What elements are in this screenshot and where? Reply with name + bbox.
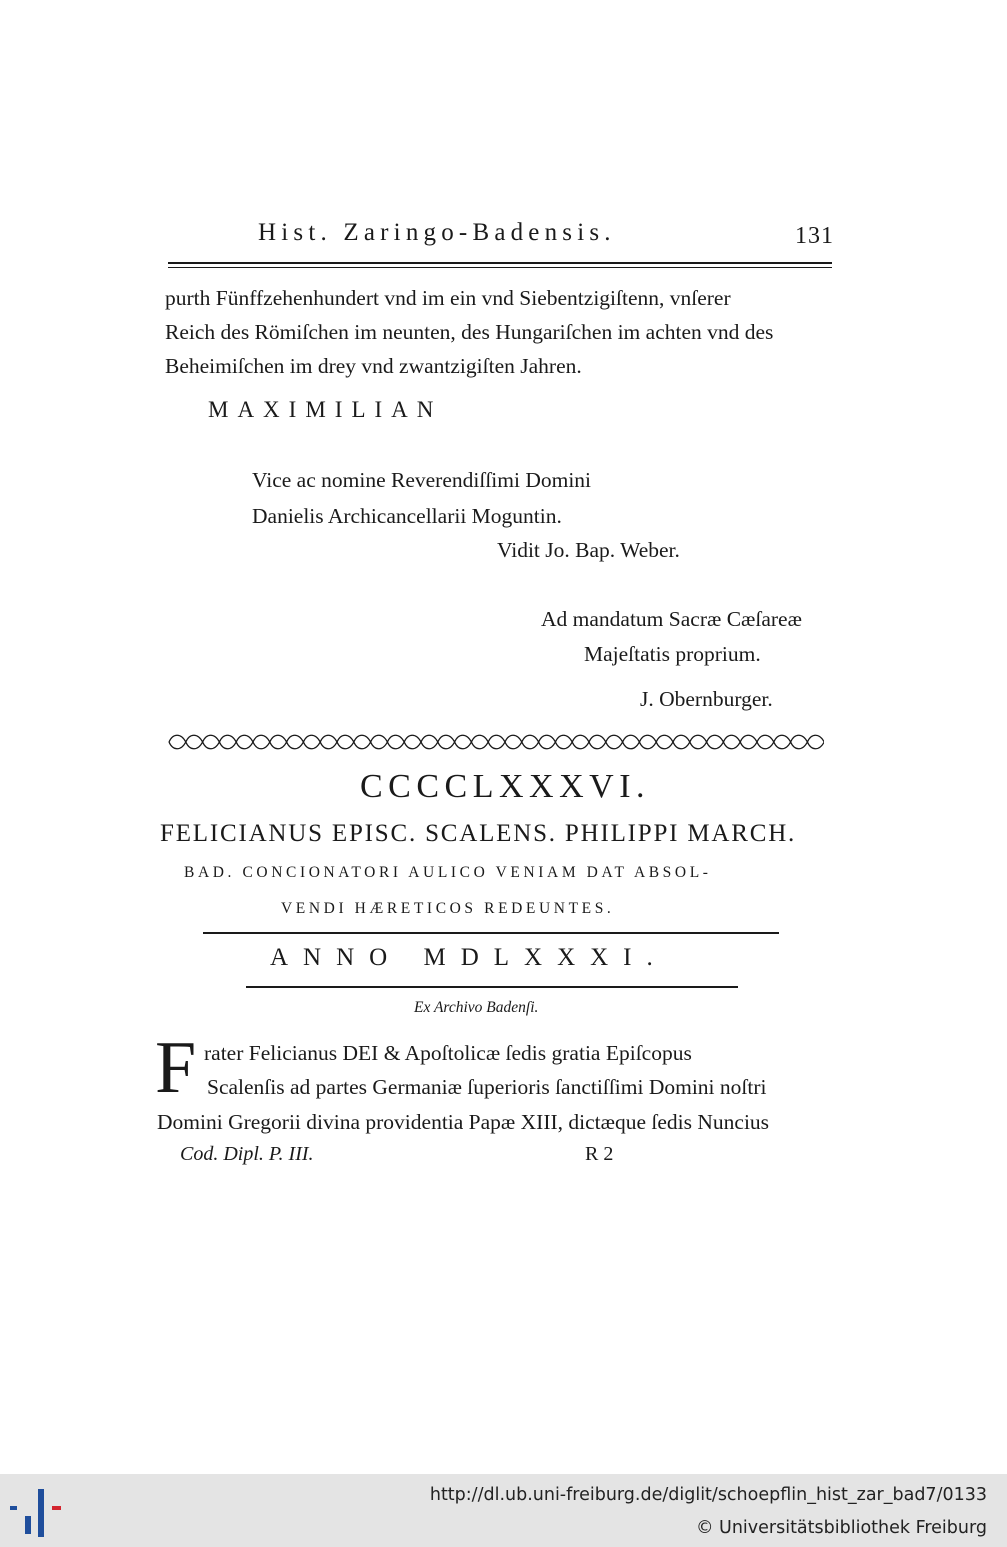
page-number: 131 — [795, 223, 834, 249]
mandatum-line-1: Ad mandatum Sacræ Cæſareæ — [541, 607, 802, 631]
drop-cap: F — [155, 1027, 197, 1109]
document-subheading-2: VENDI HÆRETICOS REDEUNTES. — [281, 900, 615, 917]
header-rule-upper — [168, 262, 832, 264]
vice-line-2: Danielis Archicancellarii Moguntin. — [252, 504, 562, 528]
document-line-1: rater Felicianus DEI & Apoſtolicæ ſedis gratia Epiſcopus — [204, 1041, 692, 1065]
body-line-3: Beheimiſchen im drey vnd zwantzigiſten Jahren. — [165, 354, 582, 378]
body-line-2: Reich des Römiſchen im neunten, des Hungariſchen im achten vnd des — [165, 320, 774, 344]
obernburger-line: J. Obernburger. — [640, 687, 773, 711]
sheet-mark: R 2 — [585, 1143, 614, 1165]
ornament-band-icon — [166, 731, 824, 753]
document-line-3: Domini Gregorii divina providentia Papæ XIII, dictæque ſedis Nuncius — [157, 1110, 770, 1134]
document-year: ANNO MDLXXXI. — [270, 944, 668, 971]
header-rule-lower — [168, 267, 832, 268]
document-line-2: Scalenſis ad partes Germaniæ ſuperioris ſanctiſſimi Domini noſtri — [207, 1075, 767, 1099]
year-rule-lower — [246, 986, 738, 988]
body-line-1: purth Fünffzehenhundert vnd im ein vnd Siebentzigiſtenn, vnſerer — [165, 286, 731, 310]
document-number: CCCCLXXXVI. — [360, 768, 651, 805]
running-title: Hist. Zaringo-Badensis. — [258, 219, 616, 246]
ub-freiburg-logo-icon — [8, 1486, 68, 1544]
document-source: Ex Archivo Badenſi. — [414, 999, 539, 1016]
mandatum-line-2: Majeſtatis proprium. — [584, 642, 761, 666]
vidit-line: Vidit Jo. Bap. Weber. — [497, 538, 680, 562]
document-headline: FELICIANUS EPISC. SCALENS. PHILIPPI MARCH. — [160, 820, 797, 847]
year-rule-upper — [203, 932, 779, 934]
permalink-url[interactable]: http://dl.ub.uni-freiburg.de/diglit/schoepflin_hist_zar_bad7/0133 — [429, 1485, 987, 1505]
copyright-notice: © Universitätsbibliothek Freiburg — [695, 1518, 987, 1538]
signature-maximilian: MAXIMILIAN — [208, 397, 443, 422]
document-subheading-1: BAD. CONCIONATORI AULICO VENIAM DAT ABSOL- — [184, 864, 712, 881]
library-footer-bar — [0, 1474, 1007, 1547]
signature-mark: Cod. Dipl. P. III. — [180, 1143, 314, 1165]
vice-line-1: Vice ac nomine Reverendiſſimi Domini — [252, 468, 592, 492]
